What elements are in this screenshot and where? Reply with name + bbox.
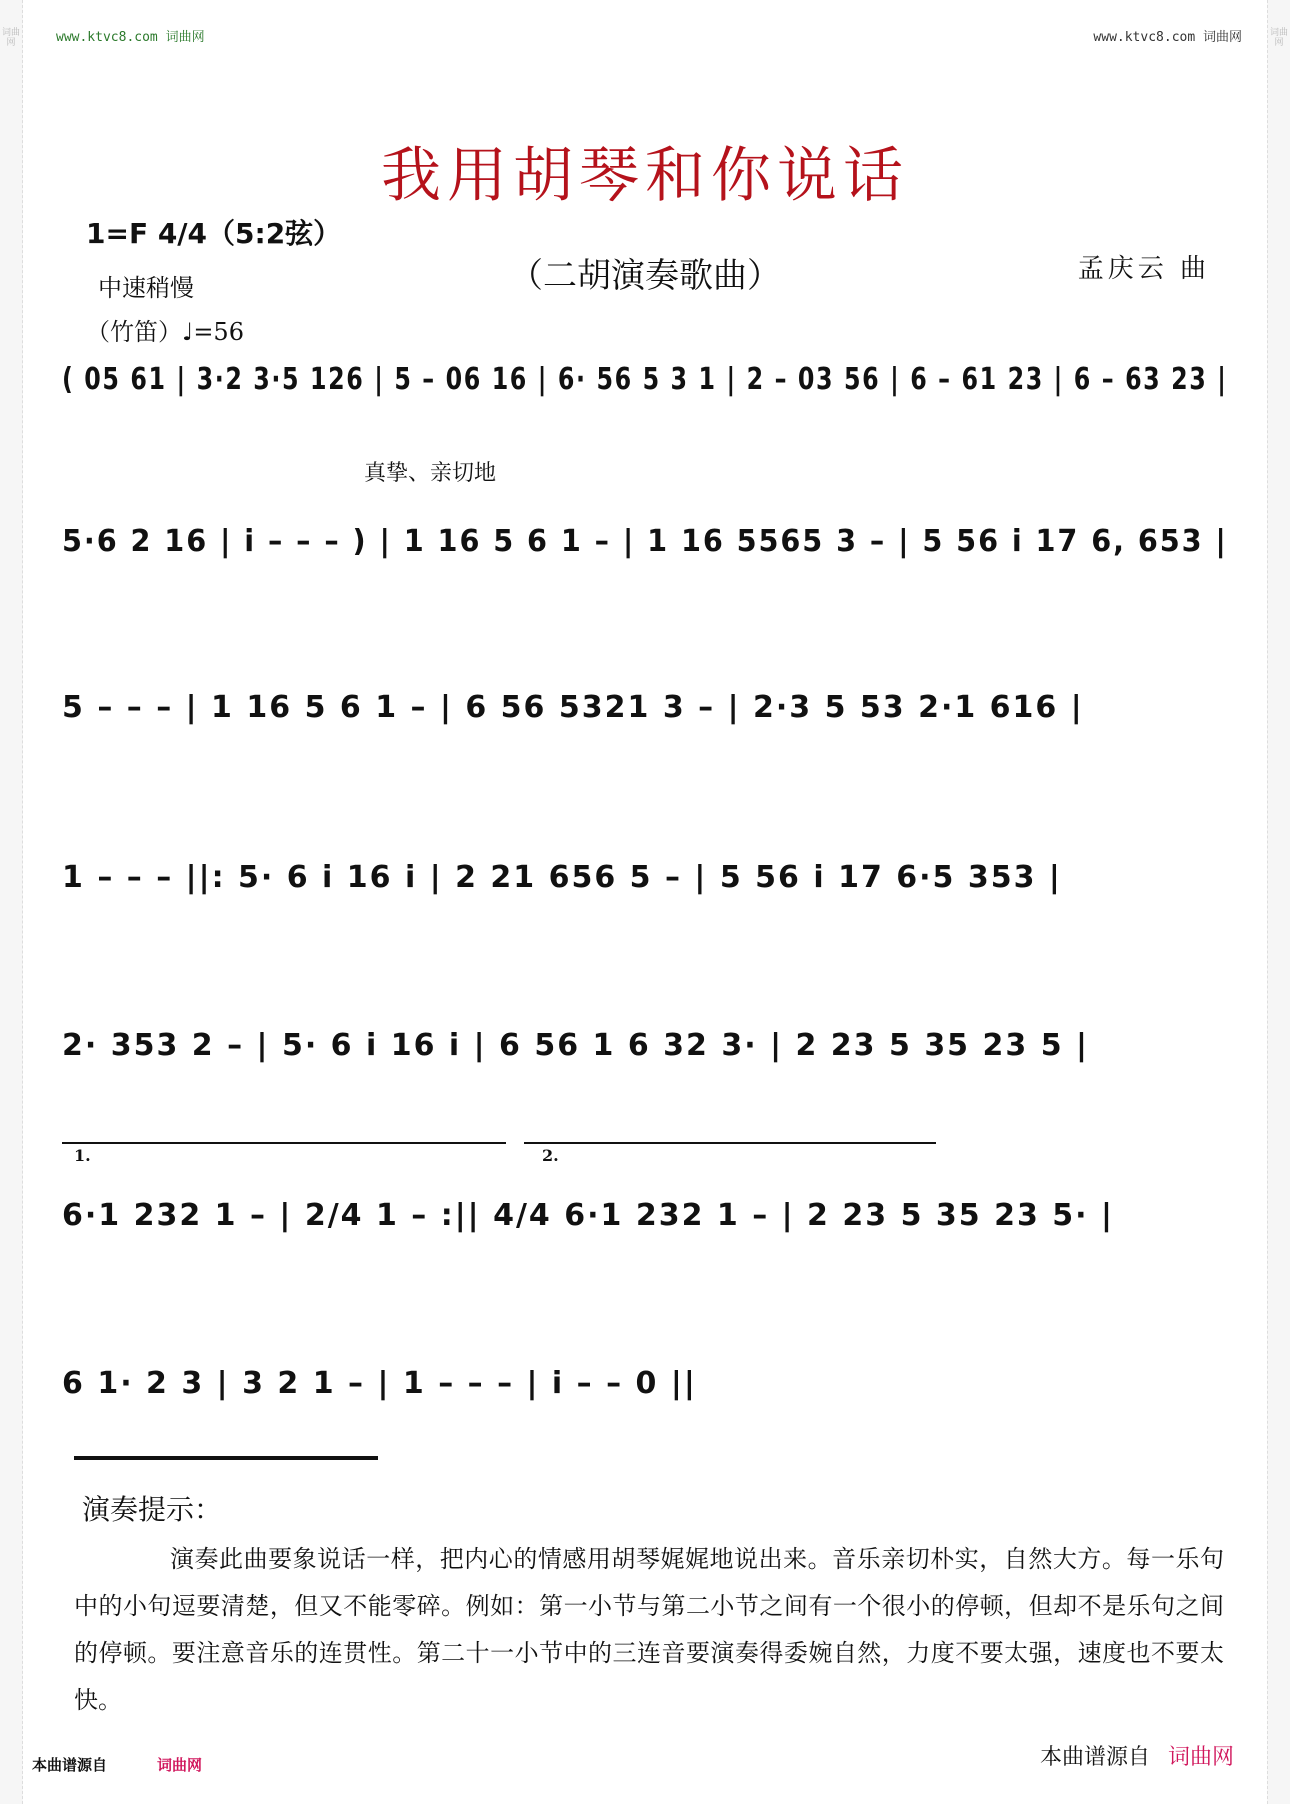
notation-text: 5 – – – | 1 16 5 6 1 – | 6 56 5321 3 – | 2·3 5 53 2·1 616 | bbox=[62, 690, 1084, 725]
footer-source-right bbox=[1040, 1740, 1234, 1771]
volta-bracket bbox=[62, 1142, 506, 1144]
notation-text: 6·1 232 1 – | 2/4 1 – :|| 4/4 6·1 232 1 – | 2 23 5 35 23 5· | bbox=[62, 1198, 1114, 1233]
tempo-text: 中速稍慢 bbox=[98, 274, 194, 302]
notation-text: ( 05 61 | 3·2 3·5 126 | 5 – 06 16 | 6· 56 5 3 1 | 2 – 03 56 | 6 – 61 23 | 6 – 63 23 | bbox=[62, 362, 1228, 397]
side-watermark: 词曲网 bbox=[1269, 28, 1288, 48]
notation-text: 1 – – – ||: 5· 6 i 16 i | 2 21 656 5 – | 5 56 i 17 6·5 353 | bbox=[62, 860, 1062, 895]
notation-row bbox=[62, 1028, 1228, 1088]
footer-source-left bbox=[32, 1754, 202, 1775]
score-title: 我用胡琴和你说话 bbox=[381, 141, 909, 211]
volta-bracket bbox=[524, 1142, 936, 1144]
notation-row bbox=[62, 1146, 1228, 1258]
notation-row bbox=[62, 362, 1228, 422]
footer-site-link[interactable]: 词曲网 bbox=[157, 1756, 203, 1774]
site-link-left[interactable]: www.ktvc8.com 词曲网 bbox=[56, 30, 205, 45]
volta-second: 2. bbox=[542, 1146, 559, 1165]
notation-row bbox=[62, 860, 1228, 920]
footer-site-link[interactable]: 词曲网 bbox=[1167, 1745, 1234, 1770]
notation-row bbox=[62, 524, 1228, 584]
side-watermark: 词曲网 bbox=[1, 28, 20, 48]
notation-text: 5·6 2 16 | i – – – ) | 1 16 5 6 1 – | 1 16 5565 3 – | 5 56 i 17 6, 653 | bbox=[62, 524, 1228, 559]
tempo-mark: （竹笛）♩=56 bbox=[86, 318, 244, 346]
key-signature: 1=F 4/4（5:2弦） bbox=[86, 217, 342, 250]
footer-label: 本曲谱源自 bbox=[1039, 1745, 1150, 1770]
volta-first: 1. bbox=[74, 1146, 91, 1165]
footer-label: 本曲谱源自 bbox=[32, 1756, 108, 1774]
notation-text: 6 1· 2 3 | 3 2 1 – | 1 – – – | i – – 0 || bbox=[62, 1366, 697, 1401]
notation-text: 2· 353 2 – | 5· 6 i 16 i | 6 56 1 6 32 3· | 2 23 5 35 23 5 | bbox=[62, 1028, 1089, 1063]
tips-heading: 演奏提示： bbox=[82, 1493, 223, 1526]
score-subtitle: （二胡演奏歌曲） bbox=[509, 256, 781, 296]
tips-body: 演奏此曲要象说话一样，把内心的情感用胡琴娓娓地说出来。音乐亲切朴实，自然大方。每一乐句中的小句逗要清楚，但又不能零碎。例如：第一小节与第二小节之间有一个很小的停顿，但却不是乐句之间的停顿。要注意音乐的连贯性。第二十一小节中的三连音要演奏得委婉自然，力度不要太强，速度也不要太快。 bbox=[74, 1545, 1224, 1714]
expression-mark: 真挚、亲切地 bbox=[364, 461, 497, 486]
section-divider bbox=[74, 1456, 378, 1460]
composer-credit: 孟庆云 曲 bbox=[1077, 254, 1210, 284]
notation-row bbox=[62, 1366, 1228, 1426]
site-link-right[interactable]: www.ktvc8.com 词曲网 bbox=[1093, 30, 1242, 45]
notation-row bbox=[62, 690, 1228, 750]
